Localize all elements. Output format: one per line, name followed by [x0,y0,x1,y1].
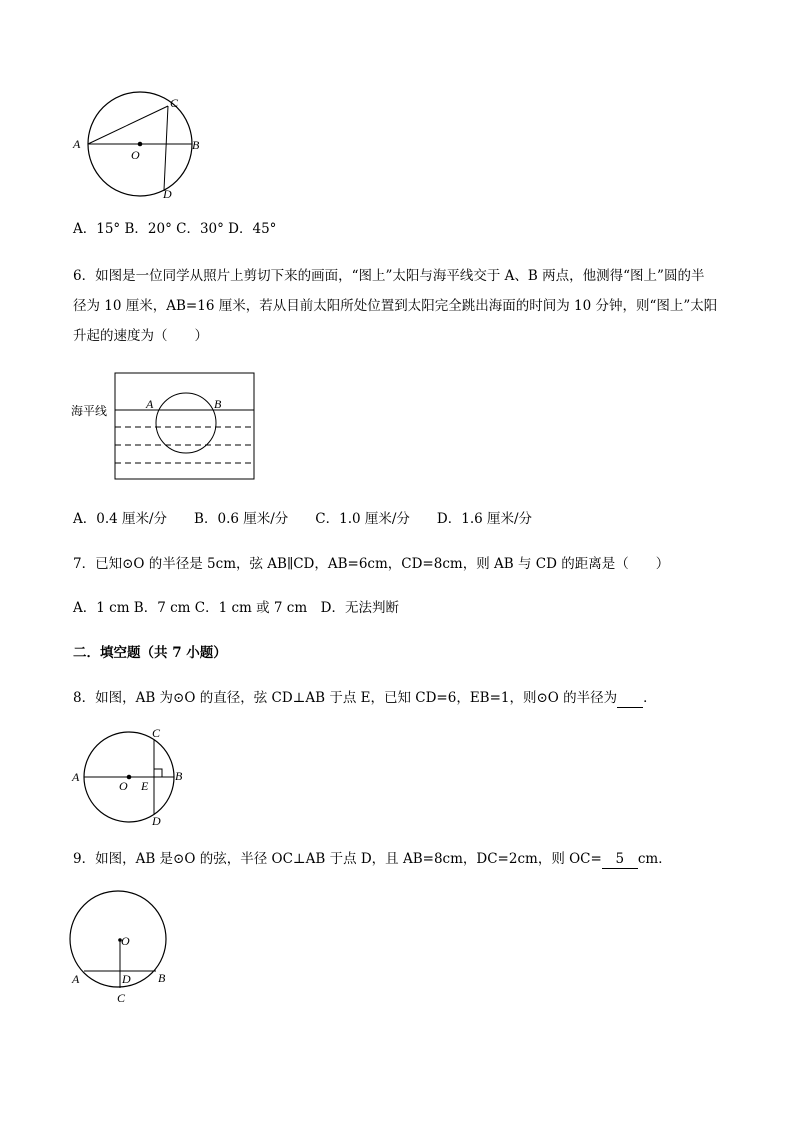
q5-circle-figure [68,90,218,205]
label-b: B [192,138,200,152]
label-o: O [131,148,140,162]
label-a: A [73,137,81,151]
q7-text: 7．已知⊙O 的半径是 5cm，弦 AB∥CD，AB=6cm，CD=8cm，则 AB 与 CD 的距离是（ ） [73,556,670,572]
q8-question: 8．如图，AB 为⊙O 的直径，弦 CD⊥AB 于点 E，已知 CD=6，EB=1，则⊙O 的半径为 [73,690,618,706]
center-dot [138,142,143,147]
q5-options: A．15° B．20° C．30° D．45° [73,221,277,237]
q6-text-line3: 升起的速度为（ ） [73,328,208,344]
q8-text [73,689,657,708]
circle-o [70,891,166,987]
q9-unit: cm． [637,851,672,867]
q6-text-line1: 6．如图是一位同学从照片上剪切下来的画面，“图上”太阳与海平线交于 A、B 两点，他测得“图上”圆的半 [73,268,705,284]
q9-text [73,850,672,869]
right-angle-mark [154,769,162,777]
label-a: A [146,397,154,411]
q8-answer-blank [617,689,643,708]
chord-cd [164,106,168,190]
q9-circle-figure [68,885,178,1007]
label-b: B [175,769,183,783]
label-o: O [121,934,130,948]
sea-level-label: 海平线 [71,404,108,418]
label-b: B [158,971,166,985]
q9-answer: 5 [602,850,638,869]
q6-text-line2: 径为 10 厘米，AB=16 厘米，若从目前太阳所处位置到太阳完全跳出海面的时间为 10 分钟，则“图上”太阳 [73,298,718,314]
label-o: O [119,779,128,793]
q6-options: A．0.4 厘米/分 B．0.6 厘米/分 C．1.0 厘米/分 D．1.6 厘米/分 [73,511,533,527]
section-title: 二．填空题（共 7 小题） [73,645,227,661]
label-c: C [117,991,126,1005]
label-a: A [72,972,80,986]
q7-options: A．1 cm B．7 cm C．1 cm 或 7 cm D．无法判断 [73,600,399,616]
label-a: A [72,770,80,784]
sun-circle [156,393,216,453]
label-e: E [141,779,149,793]
label-d: D [163,187,172,201]
label-b: B [214,397,222,411]
label-d: D [152,814,161,828]
label-c: C [152,726,161,740]
label-d: D [122,972,131,986]
q8-circle-figure [68,724,198,832]
q6-sunrise-figure [68,368,260,483]
q9-question: 9．如图，AB 是⊙O 的弦，半径 OC⊥AB 于点 D，且 AB=8cm，DC=2cm，则 OC= [73,851,602,867]
q8-end: ． [643,690,657,706]
label-c: C [170,96,179,110]
